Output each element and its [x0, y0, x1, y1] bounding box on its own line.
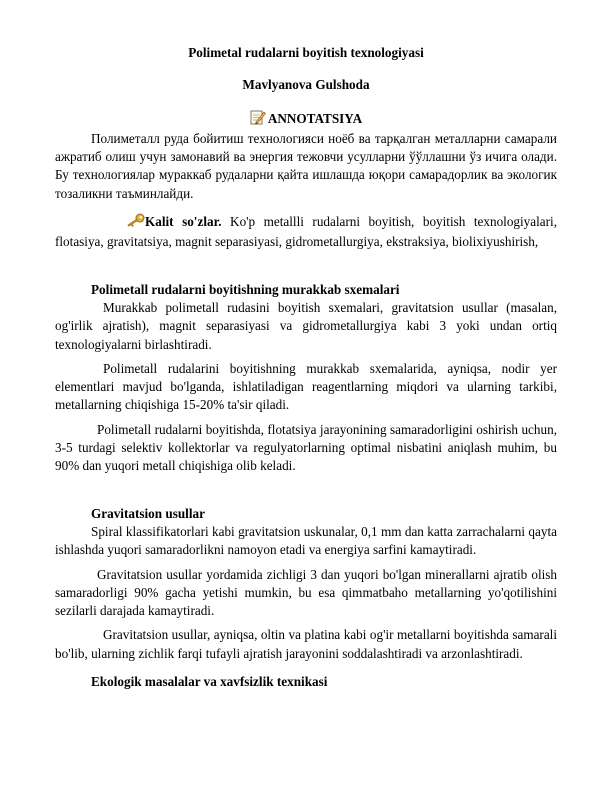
annotation-heading	[55, 109, 557, 130]
section2-paragraph: Gravitatsion usullar, ayniqsa, oltin va platina kabi og'ir metallarni boyitishda samarali bo'lib, ularning zichlik farqi tufayli ajratish jarayonini soddalashtiradi va arzonlashtiradi.	[55, 627, 557, 661]
section-heading-gravitation: Gravitatsion usullar	[91, 505, 205, 521]
section-heading-ecology: Ekologik masalalar va xavfsizlik texnikasi	[91, 674, 328, 690]
memo-pencil-icon	[250, 109, 266, 130]
key-icon	[91, 213, 145, 233]
section1-paragraph: Polimetall rudalarni boyitishda, flotatsiya jarayonining samaradorligini oshirish uchun, 3-5 turdagi selektiv kollektorlar va regulyatorlarning optimal nisbatini aniqlash muhim, bu 90% dan yuqori metall chiqishiga olib keladi.	[55, 421, 557, 474]
section1-paragraph: Murakkab polimetall rudasini boyitish sxemalari, gravitatsion usullar (masalan, og'irlik ajratish), magnit separasiyasi va gidrometallurgiya kabi 3 yoki undan ortiq texnologiyalarni birlashtiradi.	[55, 299, 557, 352]
document-author: Mavlyanova Gulshoda	[242, 77, 370, 93]
section1-paragraph: Polimetall rudalarini boyitishning murakkab sxemalarida, ayniqsa, nodir yer elementlari mavjud bo'lganda, ishlatiladigan reagentlarning miqdori va ularning tarkibi, metallarning chiqishiga 15-20% ta'sir qiladi.	[55, 360, 557, 413]
annotation-heading-label: ANNOTATSIYA	[267, 111, 363, 127]
keywords-paragraph	[55, 213, 557, 252]
section-heading-schemes: Polimetall rudalarni boyitishning murakkab sxemalari	[91, 281, 400, 297]
document-title: Polimetal rudalarni boyitish texnologiyasi	[188, 45, 424, 60]
keywords-text: Ko'p metallli rudalarni boyitish, boyitish texnologiyalari, flotasiya, gravitatsiya, magnit separasiyasi, gidrometallurgiya, ekstraksiya, biolixiyushirish,	[55, 214, 557, 250]
keywords-label: Kalit so'zlar.	[145, 214, 222, 230]
section2-paragraph: Gravitatsion usullar yordamida zichligi 3 dan yuqori bo'lgan minerallarni ajratib olish samaradorligi 90% gacha yetishi mumkin, bu esa qimmatbaho metallarning yo'qotilishini sezilarli darajada kamaytiradi.	[55, 566, 557, 619]
section2-paragraph: Spiral klassifikatorlari kabi gravitatsion uskunalar, 0,1 mm dan katta zarrachalarni qayta ishlashda yuqori samaradorlikni namoyon etadi va energiya sarfini kamaytiradi.	[55, 523, 557, 558]
annotation-paragraph: Полиметалл руда бойитиш технологияси ноёб ва тарқалган металларни самарали ажратиб олиш учун замонавий ва энергия тежовчи усулларни ўўллашни ўз ичига олади. Бу технологиялар мураккаб рудаларни қайта ишлашда юқори самарадорлик ва экологик тозаликни таъминлайди.	[55, 130, 557, 201]
